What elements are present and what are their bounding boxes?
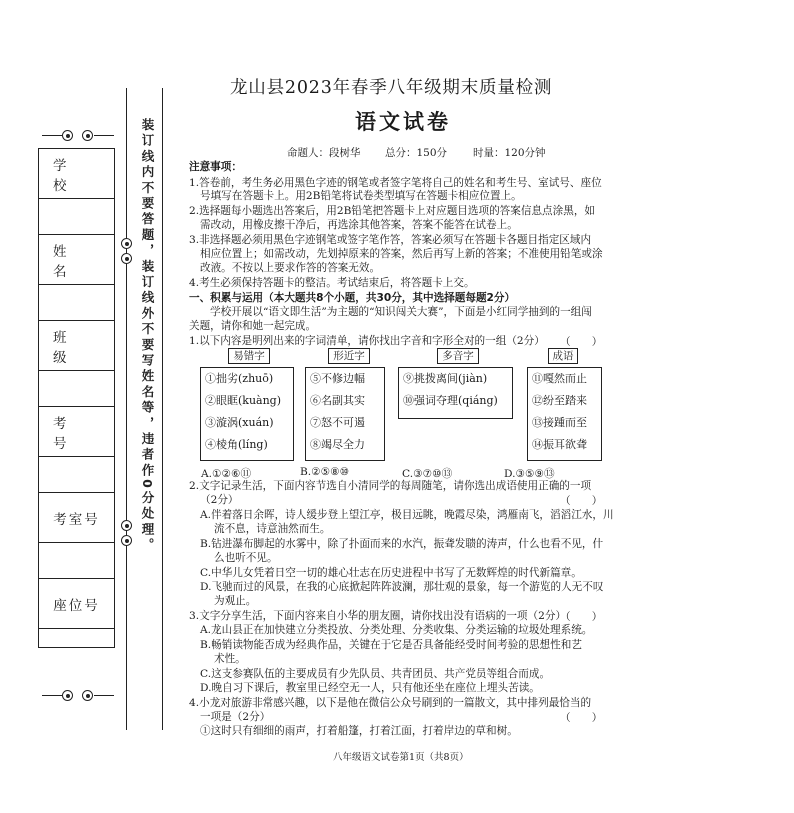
student-info-table: [38, 148, 120, 648]
binding-vertical-text: 装订线内不要答题，装订线外不要写姓名等，违者作0分处理。: [140, 118, 155, 554]
q3-option-c[interactable]: C.这支参赛队伍的主要成员有少先队员、共青团员、共产党员等组合而成。: [200, 668, 551, 680]
binding-hline: [94, 695, 114, 696]
q2-option-a[interactable]: A.伴着落日余晖，诗人缓步登上望江亭，极目远眺，晚霞尽染，鸿雁南飞，滔滔江水，川: [200, 509, 614, 521]
blank-cell[interactable]: [39, 457, 114, 493]
binding-hline: [42, 695, 62, 696]
q3-option-d[interactable]: D.晚自习下课后，教室里已经空无一人，只有他还坐在座位上埋头苦读。: [200, 682, 540, 694]
q2-option-b[interactable]: B.钻进瀑布脚起的水雾中，除了扑面而来的水汽，振聋发聩的涛声，什么也看不见，什: [200, 538, 604, 550]
q3-option-b[interactable]: B.畅销读物能否成为经典作品，关键在于它是否具备能经受时间考验的思想性和艺: [200, 639, 582, 651]
exam-subtitle: 语文试卷: [355, 110, 451, 134]
seat-number-field: 座位号: [39, 579, 114, 629]
class-field: 班 级: [39, 321, 114, 371]
binding-knob: [82, 690, 93, 701]
notice-line: 相应位置上；如需改动，先划掉原来的答案，然后再写上新的答案；不准使用铅笔或涂: [200, 248, 603, 260]
notice-line: 2.选择题每小题选出答案后，用2B铅笔把答题卡上对应题目选项的答案信息点涂黑，如: [189, 205, 596, 217]
binding-knob: [62, 130, 73, 141]
notice-line: 3.非选择题必须用黑色字迹钢笔或签字笔作答，答案必须写在答题卡各题目指定区域内: [189, 234, 592, 246]
word-box-3: ⑨挑拨离间(jiàn) ⑩强词夺理(qiáng): [398, 367, 513, 419]
notice-heading: 注意事项：: [189, 161, 242, 173]
word-box-2: ⑤不修边幅 ⑥名副其实 ⑦怒不可遏 ⑧竭尽全力: [305, 367, 385, 461]
q2-option-c[interactable]: C.中华儿女凭着日空一切的雄心壮志在历史进程中书写了无数辉煌的时代新篇章。: [200, 567, 582, 579]
word-box-tag: 形近字: [328, 348, 370, 364]
total-score: 总分：150分: [385, 147, 448, 159]
q1-option-d[interactable]: D.③⑤⑨⑬: [504, 468, 555, 480]
q1-option-b[interactable]: B.②⑤⑧⑩: [300, 466, 350, 478]
q2-option-a-cont: 流不息，诗意油然而生。: [214, 523, 331, 535]
page-footer: 八年级语文试卷第1页（共8页）: [333, 752, 469, 763]
question-4-stem: 4.小龙对旅游非常感兴趣，以下是他在微信公众号刷到的一篇散文，其中排列最恰当的: [189, 697, 592, 709]
exam-title: 龙山县2023年春季八年级期末质量检测: [230, 78, 553, 98]
word-box-tag: 多音字: [437, 348, 479, 364]
answer-paren: （ ）: [560, 495, 603, 507]
blank-cell[interactable]: [39, 285, 114, 321]
author: 命题人：段树华: [287, 147, 361, 159]
binding-line-right: [162, 88, 163, 730]
binding-line-left: [126, 88, 127, 730]
question-2-stem: （2分）: [200, 494, 239, 506]
question-3-stem: 3.文字分享生活，下面内容来自小华的朋友圈，请你找出没有语病的一项（2分）: [189, 610, 567, 622]
binding-knob: [121, 238, 132, 249]
blank-cell[interactable]: [39, 199, 114, 235]
question-1-stem: 1.以下内容是明列出来的字词清单，请你找出字音和字形全对的一组（2分）: [189, 335, 545, 347]
binding-knob: [121, 253, 132, 264]
word-box-tag: 成语: [548, 348, 578, 364]
q4-line-1: ①这时只有细细的雨声，打着船篷，打着江面，打着岸边的草和树。: [200, 725, 518, 737]
school-field: 学 校: [39, 149, 114, 199]
q2-option-b-cont: 么也听不见。: [214, 552, 278, 564]
word-box-tag: 易错字: [228, 348, 270, 364]
notice-line: 1.答卷前，考生务必用黑色字迹的钢笔或者签字笔将自己的姓名和考生号、室试号、座位: [189, 177, 602, 189]
question-4-stem: 一项是（2分）: [200, 711, 271, 723]
section-intro: 关题，请你和她一起完成。: [189, 320, 317, 332]
q2-option-d[interactable]: D.飞驰而过的风景，在我的心底掀起阵阵波澜，那壮观的景象，每一个游览的人无不叹: [200, 581, 604, 593]
name-field: 姓 名: [39, 235, 114, 285]
blank-cell[interactable]: [39, 629, 114, 665]
section-intro: 学校开展以“语文即生活”为主题的“知识闯关大赛”，下面是小红同学抽到的一组闯: [210, 306, 592, 318]
notice-line: 改液。不按以上要求作答的答案无效。: [200, 262, 381, 274]
time-limit: 时量：120分钟: [473, 147, 546, 159]
answer-paren: （ ）: [560, 712, 603, 724]
exam-number-field: 考 号: [39, 407, 114, 457]
notice-line: 4.考生必须保持答题卡的整洁。考试结束后，将答题卡上交。: [189, 277, 475, 289]
notice-line: 号填写在答题卡上。用2B铅笔将试卷类型填写在答题卡相应位置上。: [200, 190, 522, 202]
q3-option-a[interactable]: A.龙山县正在加快建立分类投放、分类处理、分类收集、分类运输的垃圾处理系统。: [200, 624, 593, 636]
binding-hline: [42, 135, 62, 136]
question-2-stem: 2.文字记录生活，下面内容节选自小清同学的每周随笔，请你选出成语使用正确的一项: [189, 480, 592, 492]
exam-room-field: 考室号: [39, 493, 114, 543]
notice-line: 需改动，用橡皮擦干净后，再选涂其他答案，答案不能答在试卷上。: [200, 219, 518, 231]
q3-option-b-cont: 术性。: [214, 653, 246, 665]
binding-knob: [62, 690, 73, 701]
answer-paren: （ ）: [560, 611, 603, 623]
q1-option-c[interactable]: C.③⑦⑩⑬: [402, 468, 453, 480]
binding-knob: [121, 535, 132, 546]
blank-cell[interactable]: [39, 543, 114, 579]
section-heading: 一、积累与运用（本大题共8个小题，共30分，其中选择题每题2分）: [189, 292, 516, 304]
q2-option-d-cont: 为观止。: [214, 595, 257, 607]
word-box-1: ①拙劣(zhuō) ②眼眶(kuàng) ③漩涡(xuán) ④棱角(líng): [200, 367, 294, 461]
binding-knob: [121, 520, 132, 531]
word-box-4: ⑪嘎然而止 ⑫纷至踏来 ⑬接踵而至 ⑭振耳欲聋: [527, 367, 602, 461]
binding-knob: [82, 130, 93, 141]
q1-option-a[interactable]: A.①②⑥⑪: [201, 468, 252, 480]
blank-cell[interactable]: [39, 371, 114, 407]
answer-paren: （ ）: [560, 336, 603, 348]
binding-hline: [94, 135, 114, 136]
